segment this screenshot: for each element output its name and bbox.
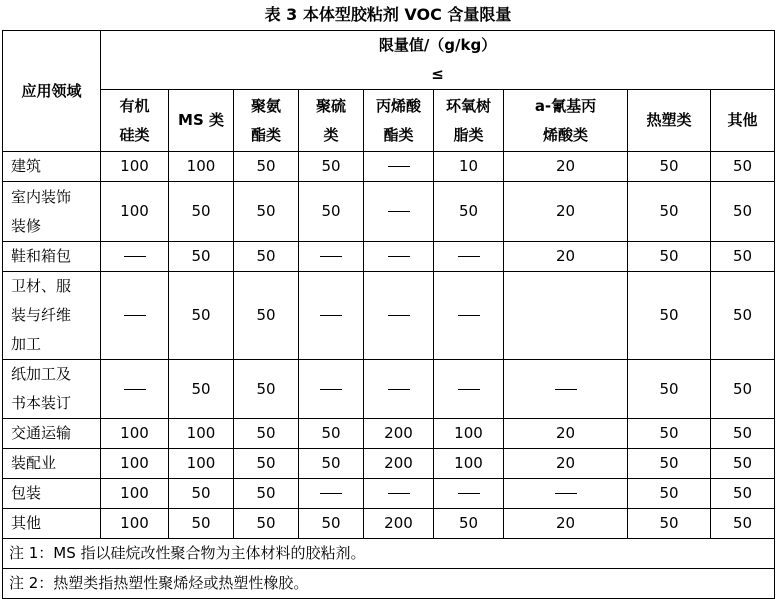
limit-value: 50: [659, 379, 679, 398]
adhesive-type-label: 酯类: [250, 125, 281, 144]
adhesive-type-header: [299, 90, 364, 152]
application-area-label: 包装: [11, 484, 42, 502]
adhesive-type-label: 丙烯酸: [375, 96, 421, 115]
limit-value-cell: [504, 272, 628, 360]
application-area-cell: [3, 272, 101, 360]
adhesive-type-label: 聚硫: [315, 96, 346, 115]
limit-value: 50: [732, 306, 753, 324]
area-header-label: 应用领域: [21, 81, 82, 100]
limit-value-cell: [628, 272, 711, 360]
dash-value: [388, 166, 410, 167]
limit-value-cell: [364, 152, 434, 182]
adhesive-type-label: MS 类: [178, 111, 224, 129]
limit-value: 100: [454, 454, 483, 472]
limit-value: 20: [555, 454, 576, 472]
limit-value-cell: [434, 449, 504, 479]
adhesive-type-label: 硅类: [119, 125, 150, 144]
limit-value: 50: [732, 247, 753, 265]
limit-value-cell: [101, 272, 169, 360]
application-area-cell: [3, 509, 101, 539]
limit-value: 50: [659, 514, 679, 532]
application-area-label: 书本装订: [11, 394, 72, 412]
application-area-cell: [3, 242, 101, 272]
limit-value: 100: [120, 514, 149, 532]
limit-value-cell: [434, 152, 504, 182]
table-row: [3, 272, 775, 360]
limit-value-cell: [234, 242, 299, 272]
adhesive-type-label: 烯酸类: [542, 125, 588, 144]
limit-value: 100: [120, 157, 149, 175]
limit-value: 50: [659, 247, 679, 265]
limit-value: 100: [120, 484, 149, 502]
limit-value-cell: [504, 449, 628, 479]
limit-value-cell: [364, 182, 434, 242]
limit-value-cell: [101, 242, 169, 272]
limit-value-cell: [169, 360, 234, 419]
table-note: [3, 569, 775, 599]
limit-value-cell: [711, 449, 775, 479]
limit-value: 50: [256, 424, 276, 442]
dash-value: [388, 389, 410, 390]
limit-value-cell: [711, 272, 775, 360]
limit-value-cell: [628, 419, 711, 449]
table-row: [3, 509, 775, 539]
limit-value-cell: [169, 419, 234, 449]
dash-value: [320, 256, 342, 257]
application-area-label: 其他: [11, 514, 42, 532]
limit-value: 100: [186, 157, 216, 175]
limit-value-cell: [169, 479, 234, 509]
dash-value: [320, 493, 342, 494]
limit-value-cell: [504, 182, 628, 242]
limit-value: 100: [120, 424, 149, 442]
voc-limit-table: [2, 30, 775, 599]
limit-value-cell: [711, 242, 775, 272]
limit-value: 50: [321, 424, 341, 442]
limit-value-cell: [299, 419, 364, 449]
application-area-label: 建筑: [11, 157, 42, 175]
limit-value-cell: [101, 182, 169, 242]
limit-value: 50: [659, 157, 679, 175]
limit-value-cell: [169, 449, 234, 479]
limit-value-cell: [434, 182, 504, 242]
limit-value-cell: [169, 152, 234, 182]
adhesive-type-header: [101, 90, 169, 152]
limit-value: 50: [191, 484, 211, 502]
limit-value: 10: [458, 157, 479, 175]
limit-value: 20: [555, 424, 576, 442]
table-row: [3, 449, 775, 479]
limit-value-cell: [234, 272, 299, 360]
limit-value-cell: [299, 182, 364, 242]
application-area-cell: [3, 479, 101, 509]
application-area-label: 纸加工及: [11, 365, 72, 383]
limit-value-cell: [364, 479, 434, 509]
table-row: [3, 360, 775, 419]
limit-value: 20: [555, 157, 576, 175]
limit-value-cell: [434, 360, 504, 419]
limit-value-cell: [299, 152, 364, 182]
limit-value-cell: [299, 272, 364, 360]
limit-value-cell: [504, 509, 628, 539]
limit-value-cell: [101, 152, 169, 182]
limit-value-cell: [299, 242, 364, 272]
limit-value: 50: [256, 202, 276, 220]
limit-value-cell: [364, 272, 434, 360]
adhesive-type-label: 环氧树: [445, 96, 491, 115]
dash-value: [320, 315, 342, 316]
limit-value-cell: [711, 182, 775, 242]
limit-value-cell: [711, 152, 775, 182]
limit-value-cell: [504, 419, 628, 449]
dash-value: [458, 493, 480, 494]
application-area-label: 装修: [11, 216, 42, 235]
limit-value-cell: [169, 242, 234, 272]
limit-value-cell: [711, 419, 775, 449]
limit-value: 50: [732, 424, 753, 442]
limit-value: 50: [732, 379, 753, 398]
table-note-text: 注 1：MS 指以硅烷改性聚合物为主体材料的胶粘剂。: [9, 544, 366, 562]
limit-value: 50: [732, 202, 753, 220]
adhesive-type-header: [504, 90, 628, 152]
adhesive-type-header: [169, 90, 234, 152]
application-area-label: 装与纤维: [11, 306, 72, 324]
limit-value-cell: [711, 509, 775, 539]
limit-value: 200: [384, 454, 413, 472]
dash-value: [555, 389, 577, 390]
limit-value: 50: [458, 202, 479, 220]
table-note: [3, 539, 775, 569]
dash-value: [388, 315, 410, 316]
adhesive-type-header: [628, 90, 711, 152]
table-caption: 表 3 本体型胶粘剂 VOC 含量限量: [264, 5, 512, 24]
limit-value: 100: [186, 424, 216, 442]
limit-value-cell: [234, 419, 299, 449]
adhesive-type-label: 热塑类: [646, 111, 692, 129]
limit-value-cell: [299, 509, 364, 539]
dash-value: [555, 493, 577, 494]
limit-value-cell: [628, 360, 711, 419]
limit-value: 20: [555, 202, 576, 220]
limit-value-cell: [364, 449, 434, 479]
adhesive-type-header: [711, 90, 775, 152]
limit-value-cell: [434, 419, 504, 449]
application-area-label: 加工: [11, 335, 42, 353]
limit-value: 50: [659, 424, 679, 442]
limit-value: 50: [659, 306, 679, 324]
limit-value: 20: [555, 514, 576, 532]
dash-value: [320, 389, 342, 390]
adhesive-type-label: 脂类: [453, 125, 484, 144]
dash-value: [124, 389, 146, 390]
limit-value: 50: [321, 202, 341, 220]
limit-value-cell: [364, 360, 434, 419]
table-row: [3, 419, 775, 449]
limit-value-cell: [234, 449, 299, 479]
adhesive-type-label: 其他: [727, 111, 758, 129]
dash-value: [124, 256, 146, 257]
limit-value: 50: [191, 247, 211, 265]
limit-value: 50: [458, 514, 479, 532]
adhesive-type-label: a-氰基丙: [534, 96, 597, 115]
limit-value: 50: [256, 157, 276, 175]
limit-value: 50: [191, 514, 211, 532]
limit-value-cell: [628, 479, 711, 509]
dash-value: [388, 256, 410, 257]
application-area-cell: [3, 360, 101, 419]
limit-value-cell: [299, 360, 364, 419]
application-area-label: 装配业: [11, 454, 57, 472]
limit-value-cell: [169, 272, 234, 360]
limit-value-cell: [504, 242, 628, 272]
application-area-cell: [3, 449, 101, 479]
limit-value-cell: [169, 509, 234, 539]
area-column-header: [3, 31, 101, 152]
application-area-cell: [3, 152, 101, 182]
application-area-cell: [3, 419, 101, 449]
limit-value: 50: [321, 157, 341, 175]
limit-value-cell: [504, 152, 628, 182]
limit-value: 100: [186, 454, 216, 472]
limit-value-cell: [628, 182, 711, 242]
limit-value: 50: [321, 514, 341, 532]
limit-value: 50: [732, 157, 753, 175]
dash-value: [388, 211, 410, 212]
limit-value: 50: [256, 484, 276, 502]
limit-value: 100: [454, 424, 483, 442]
limit-value-cell: [628, 449, 711, 479]
limit-value: 50: [321, 454, 341, 472]
adhesive-type-label: 酯类: [383, 125, 414, 144]
limit-value-cell: [234, 509, 299, 539]
limit-header-label: 限量值/（g/kg）: [378, 36, 497, 54]
limit-value-cell: [234, 479, 299, 509]
limit-value-cell: [234, 152, 299, 182]
table-row: [3, 479, 775, 509]
limit-value: 50: [191, 306, 211, 324]
limit-value: 200: [384, 514, 413, 532]
limit-value: 50: [256, 306, 276, 324]
limit-value-cell: [299, 449, 364, 479]
application-area-label: 交通运输: [11, 424, 72, 442]
limit-value-cell: [234, 182, 299, 242]
limit-value-cell: [299, 479, 364, 509]
limit-value-cell: [434, 509, 504, 539]
limit-value-cell: [101, 509, 169, 539]
dash-value: [388, 493, 410, 494]
dash-value: [458, 315, 480, 316]
limit-value-cell: [628, 509, 711, 539]
dash-value: [458, 256, 480, 257]
limit-value: 50: [256, 454, 276, 472]
table-row: [3, 182, 775, 242]
limit-header: [101, 31, 775, 90]
adhesive-type-label: 聚氨: [250, 96, 281, 115]
limit-value: 50: [659, 454, 679, 472]
limit-value: 200: [384, 424, 413, 442]
application-area-label: 鞋和箱包: [11, 247, 72, 265]
limit-value-cell: [504, 360, 628, 419]
limit-value: 50: [732, 454, 753, 472]
limit-value: 100: [120, 202, 149, 220]
limit-value-cell: [711, 360, 775, 419]
limit-value-cell: [364, 419, 434, 449]
adhesive-type-header: [434, 90, 504, 152]
table-note-text: 注 2：热塑类指热塑性聚烯烃或热塑性橡胶。: [9, 574, 309, 592]
limit-value: 50: [256, 379, 276, 398]
limit-value-cell: [364, 242, 434, 272]
limit-value: 50: [191, 379, 211, 398]
limit-value-cell: [434, 242, 504, 272]
application-area-label: 卫材、服: [11, 277, 72, 295]
adhesive-type-label: 有机: [119, 96, 150, 115]
limit-value: 50: [732, 484, 753, 502]
limit-value-cell: [101, 449, 169, 479]
limit-value: 50: [659, 484, 679, 502]
limit-value-cell: [504, 479, 628, 509]
limit-value: 50: [256, 247, 276, 265]
dash-value: [458, 389, 480, 390]
limit-value: 50: [256, 514, 276, 532]
limit-value-cell: [169, 182, 234, 242]
limit-value-cell: [101, 360, 169, 419]
limit-value-cell: [101, 479, 169, 509]
limit-value-cell: [234, 360, 299, 419]
application-area-label: 室内装饰: [11, 187, 72, 206]
limit-value-cell: [711, 479, 775, 509]
limit-value: 100: [120, 454, 149, 472]
dash-value: [124, 315, 146, 316]
limit-value: 20: [555, 247, 576, 265]
limit-value: 50: [191, 202, 211, 220]
adhesive-type-label: 类: [323, 125, 339, 144]
limit-value-cell: [434, 479, 504, 509]
application-area-cell: [3, 182, 101, 242]
table-row: [3, 242, 775, 272]
adhesive-type-header: [364, 90, 434, 152]
limit-value: 50: [732, 514, 753, 532]
limit-value-cell: [364, 509, 434, 539]
limit-value-cell: [628, 152, 711, 182]
limit-header-symbol: ≤: [431, 65, 444, 83]
adhesive-type-header: [234, 90, 299, 152]
limit-value-cell: [434, 272, 504, 360]
limit-value: 50: [659, 202, 679, 220]
limit-value-cell: [628, 242, 711, 272]
limit-value-cell: [101, 419, 169, 449]
table-row: [3, 152, 775, 182]
